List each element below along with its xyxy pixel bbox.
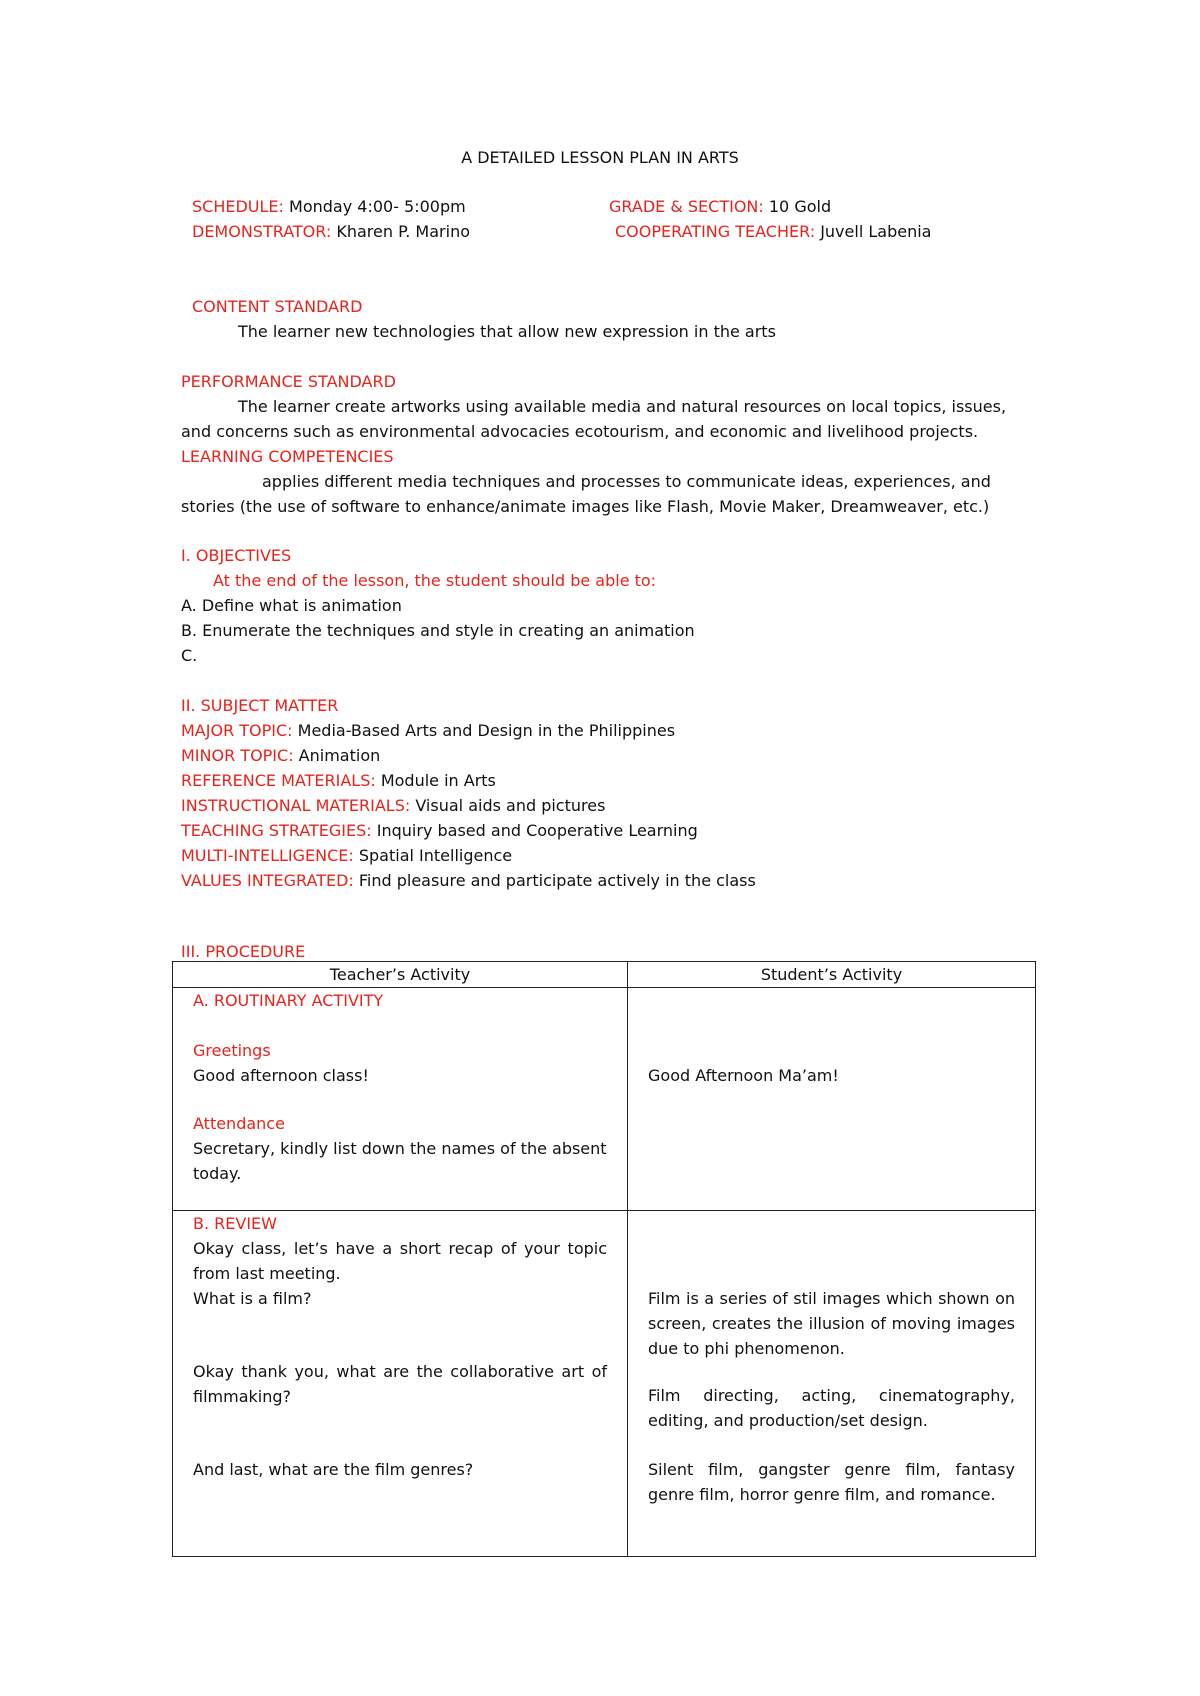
- performance-standard-heading: PERFORMANCE STANDARD: [181, 372, 396, 391]
- coop-teacher-label: COOPERATING TEACHER:: [615, 222, 816, 241]
- column-header-student: Student’s Activity: [628, 962, 1036, 988]
- objectives-heading: I. OBJECTIVES: [181, 546, 292, 565]
- table-row: [173, 988, 1036, 1211]
- content-standard-heading: CONTENT STANDARD: [192, 297, 363, 316]
- procedure-table: [172, 961, 1036, 1557]
- subject-matter-label: REFERENCE MATERIALS:: [181, 771, 376, 790]
- subject-matter-label: MINOR TOPIC:: [181, 746, 294, 765]
- subject-matter-label: TEACHING STRATEGIES:: [181, 821, 372, 840]
- objective-item: C.: [181, 646, 198, 665]
- subject-matter-value: Spatial Intelligence: [353, 846, 513, 865]
- learning-competencies-line2: stories (the use of software to enhance/animate images like Flash, Movie Maker, Dreamweaver, etc.): [181, 497, 990, 516]
- review-answer-3: Silent film, gangster genre film, fantasy genre film, horror genre film, and romance.: [648, 1460, 1015, 1504]
- greetings-student-text: Good Afternoon Ma’am!: [648, 1066, 839, 1085]
- schedule-value: Monday 4:00- 5:00pm: [283, 197, 466, 216]
- objective-item: B. Enumerate the techniques and style in creating an animation: [181, 621, 695, 640]
- objective-item: A. Define what is animation: [181, 596, 402, 615]
- subject-matter-value: Visual aids and pictures: [410, 796, 606, 815]
- subject-matter-value: Animation: [293, 746, 381, 765]
- procedure-heading: III. PROCEDURE: [181, 942, 306, 961]
- objectives-intro: At the end of the lesson, the student should be able to:: [213, 571, 657, 590]
- content-standard-text: The learner new technologies that allow new expression in the arts: [238, 322, 776, 341]
- attendance-label: Attendance: [193, 1114, 285, 1133]
- routinary-heading: A. ROUTINARY ACTIVITY: [193, 991, 384, 1010]
- subject-matter-label: VALUES INTEGRATED:: [181, 871, 354, 890]
- learning-competencies-line1: applies different media techniques and processes to communicate ideas, experiences, and: [262, 472, 991, 491]
- coop-teacher-line: [615, 222, 931, 242]
- subject-matter-heading: II. SUBJECT MATTER: [181, 696, 339, 715]
- subject-matter-label: MAJOR TOPIC:: [181, 721, 293, 740]
- subject-matter-row: [181, 746, 380, 766]
- subject-matter-value: Module in Arts: [375, 771, 496, 790]
- grade-value: 10 Gold: [763, 197, 832, 216]
- performance-standard-line2: and concerns such as environmental advocacies ecotourism, and economic and livelihood projects.: [181, 422, 979, 441]
- page-title: A DETAILED LESSON PLAN IN ARTS: [461, 148, 739, 167]
- column-header-teacher: Teacher’s Activity: [173, 962, 628, 988]
- grade-label: GRADE & SECTION:: [609, 197, 764, 216]
- routinary-student-cell: [628, 988, 1036, 1211]
- subject-matter-value: Media-Based Arts and Design in the Philippines: [292, 721, 676, 740]
- demonstrator-line: [192, 222, 470, 242]
- review-question-1: What is a film?: [193, 1289, 312, 1308]
- greetings-teacher-text: Good afternoon class!: [193, 1066, 369, 1085]
- schedule-line: [192, 197, 466, 217]
- review-teacher-cell: [173, 1211, 628, 1557]
- review-answer-1: Film is a series of stil images which shown on screen, creates the illusion of moving images due to phi phenomenon.: [648, 1289, 1015, 1358]
- grade-line: [609, 197, 831, 217]
- review-heading: B. REVIEW: [193, 1214, 277, 1233]
- subject-matter-row: [181, 871, 756, 891]
- subject-matter-row: [181, 796, 605, 816]
- routinary-teacher-cell: [173, 988, 628, 1211]
- greetings-label: Greetings: [193, 1041, 271, 1060]
- learning-competencies-heading: LEARNING COMPETENCIES: [181, 447, 394, 466]
- subject-matter-row: [181, 821, 698, 841]
- subject-matter-row: [181, 721, 675, 741]
- performance-standard-line1: The learner create artworks using available media and natural resources on local topics, issues,: [238, 397, 1007, 416]
- subject-matter-row: [181, 846, 512, 866]
- review-intro: Okay class, let’s have a short recap of your topic from last meeting.: [193, 1239, 607, 1283]
- review-question-3: And last, what are the film genres?: [193, 1460, 474, 1479]
- attendance-teacher-text: Secretary, kindly list down the names of the absent today.: [193, 1139, 607, 1183]
- coop-teacher-value: Juvell Labenia: [815, 222, 932, 241]
- review-student-cell: [628, 1211, 1036, 1557]
- table-header-row: [173, 962, 1036, 988]
- review-question-2: Okay thank you, what are the collaborative art of filmmaking?: [193, 1362, 607, 1406]
- subject-matter-row: [181, 771, 496, 791]
- table-row: [173, 1211, 1036, 1557]
- subject-matter-value: Inquiry based and Cooperative Learning: [371, 821, 698, 840]
- subject-matter-label: INSTRUCTIONAL MATERIALS:: [181, 796, 411, 815]
- subject-matter-value: Find pleasure and participate actively in the class: [353, 871, 756, 890]
- review-answer-2: Film directing, acting, cinematography, editing, and production/set design.: [648, 1386, 1015, 1430]
- schedule-label: SCHEDULE:: [192, 197, 284, 216]
- subject-matter-label: MULTI-INTELLIGENCE:: [181, 846, 354, 865]
- demonstrator-value: Kharen P. Marino: [331, 222, 470, 241]
- demonstrator-label: DEMONSTRATOR:: [192, 222, 332, 241]
